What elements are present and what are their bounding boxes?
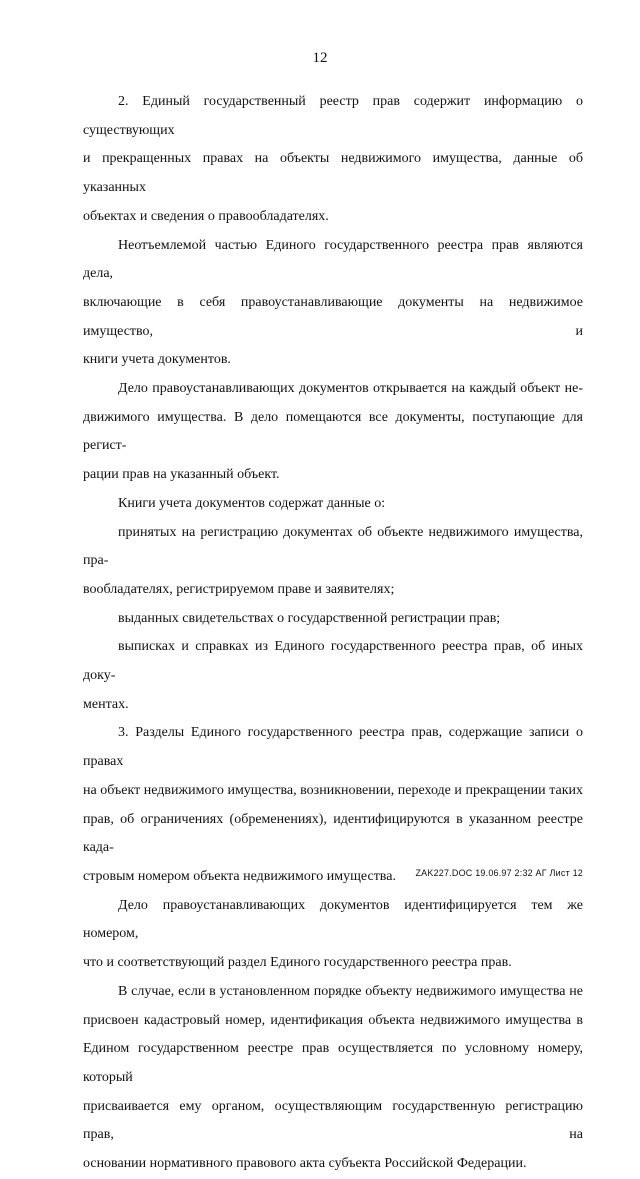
text-line: на объект недвижимого имущества, возникновении, переходе и прекращении таких bbox=[83, 782, 583, 798]
document-body bbox=[83, 88, 583, 1179]
text-line: присвоен кадастровый номер, идентификация объекта недвижимого имущества в bbox=[83, 1012, 583, 1028]
text-line: В случае, если в установленном порядке объекту недвижимого имущества не bbox=[118, 983, 583, 999]
text-line: 2. Единый государственный реестр прав содержит информацию о существующих bbox=[83, 94, 583, 138]
text-line: 3. Разделы Единого государственного реестра прав, содержащие записи о правах bbox=[83, 725, 583, 770]
document-footer: ZAK227.DOC 19.06.97 2:32 АГ Лист 12 bbox=[415, 868, 583, 878]
page-number: 12 bbox=[312, 50, 328, 66]
text-line: объектах и сведения о правообладателях. bbox=[83, 208, 329, 224]
text-line: присваивается ему органом, осуществляющим государственную регистрацию прав, на bbox=[83, 1098, 583, 1143]
text-line: включающие в себя правоустанавливающие документы на недвижимое имущество, и bbox=[83, 294, 583, 339]
text-line: выданных свидетельствах о государственной регистрации прав; bbox=[118, 610, 501, 626]
text-line: Дело правоустанавливающих документов открывается на каждый объект не- bbox=[118, 381, 583, 397]
text-line: рации прав на указанный объект. bbox=[83, 467, 280, 483]
text-line: Неотъемлемой частью Единого государственного реестра прав являются дела, bbox=[83, 237, 583, 282]
text-line: выписках и справках из Единого государственного реестра прав, об иных доку- bbox=[83, 639, 583, 684]
text-line: что и соответствующий раздел Единого государственного реестра прав. bbox=[83, 955, 512, 971]
text-line: вообладателях, регистрируемом праве и заявителях; bbox=[83, 581, 395, 597]
text-line: Едином государственном реестре прав осуществляется по условному номеру, который bbox=[83, 1041, 583, 1085]
text-line: и прекращенных правах на объекты недвижимого имущества, данные об указанных bbox=[83, 151, 583, 196]
text-line: основании нормативного правового акта субъекта Российской Федерации. bbox=[83, 1156, 527, 1172]
text-line: движимого имущества. В дело помещаются все документы, поступающие для регист- bbox=[83, 409, 583, 454]
text-line: принятых на регистрацию документах об объекте недвижимого имущества, пра- bbox=[83, 524, 583, 569]
text-line: Книги учета документов содержат данные о: bbox=[118, 495, 386, 511]
text-line: прав, об ограничениях (обременениях), идентифицируются в указанном реестре када- bbox=[83, 811, 583, 856]
text-line: Дело правоустанавливающих документов идентифицируется тем же номером, bbox=[83, 897, 583, 942]
text-line: книги учета документов. bbox=[83, 352, 231, 368]
text-line: стровым номером объекта недвижимого имущества. bbox=[83, 868, 396, 884]
text-line: ментах. bbox=[83, 696, 129, 712]
